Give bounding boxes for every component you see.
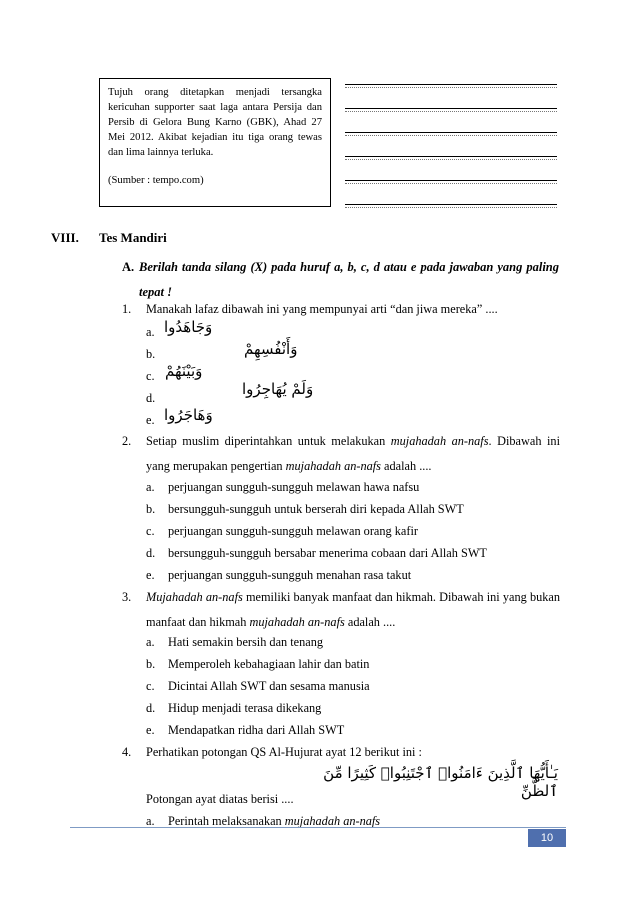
option-3e[interactable]: e. Mendapatkan ridha dari Allah SWT [146,723,345,737]
option-1b[interactable]: b. [146,347,156,361]
option-1d[interactable]: d. [146,391,156,405]
arabic-option-1c: وَبَيْنَهُمْ [165,362,203,380]
answer-lines[interactable] [345,84,557,228]
question-text: Manakah lafaz dibawah ini yang mempunyai arti “dan jiwa mereka” .... [146,302,498,316]
option-2e[interactable]: e. perjuangan sungguh-sungguh menahan rasa takut [146,568,412,582]
question-number: 3. [122,590,132,604]
answer-line[interactable] [345,204,557,228]
question-number: 4. [122,745,132,759]
question-number: 2. [122,434,132,448]
option-4a[interactable]: a. Perintah melaksanakan mujahadah an-nafs [146,814,381,828]
question-number: 1. [122,302,132,316]
option-2d[interactable]: d. bersungguh-sungguh bersabar menerima cobaan dari Allah SWT [146,546,487,560]
answer-line[interactable] [345,132,557,156]
section-number: VIII. [51,230,79,245]
arabic-option-1d: وَلَمْ يُهَاجِرُوا [242,380,314,398]
option-2b[interactable]: b. bersungguh-sungguh untuk berserah diri kepada Allah SWT [146,502,464,516]
option-3b[interactable]: b. Memperoleh kebahagiaan lahir dan batin [146,657,370,671]
news-text: Tujuh orang ditetapkan menjadi tersangka kericuhan supporter saat laga antara Persija dan Persib di Gelora Bung Karno (GBK), Ahad 27 Mei 2012. Akibat kejadian itu tiga orang tewas dan lima lainnya terluka. [108,87,322,158]
page-number: 10 [528,829,566,847]
option-3a[interactable]: a. Hati semakin bersih dan tenang [146,635,324,649]
answer-line[interactable] [345,180,557,204]
quran-verse: يَـٰأَيُّهَا ٱلَّذِينَ ءَامَنُوا۟ ٱجْتَنِبُوا۟ كَثِيرًا مِّنَ ٱلظَّنِّ [323,764,558,800]
option-3d[interactable]: d. Hidup menjadi terasa dikekang [146,701,322,715]
question-text: Mujahadah an-nafs memiliki banyak manfaat dan hikmah. Dibawah ini yang bukan manfaat dan hikmah mujahadah an-nafs adalah .... [146,590,560,629]
footer-divider [70,827,566,828]
option-1a[interactable]: a. [146,325,155,339]
option-1c[interactable]: c. [146,369,155,383]
arabic-option-1a: وَجَاهَدُوا [164,318,213,336]
arabic-option-1e: وَهَاجَرُوا [164,406,213,424]
option-2a[interactable]: a. perjuangan sungguh-sungguh melawan hawa nafsu [146,480,420,494]
arabic-option-1b: وَأَنْفُسِهِمْ [244,340,298,358]
answer-line[interactable] [345,84,557,108]
question-text: Setiap muslim diperintahkan untuk melakukan mujahadah an-nafs. Dibawah ini yang merupakan pengertian mujahadah an-nafs adalah .... [146,434,560,473]
question-4 [122,740,560,765]
question-3 [122,585,560,635]
news-box [99,78,331,207]
answer-line[interactable] [345,156,557,180]
instruction-text: Berilah tanda silang (X) pada huruf a, b, c, d atau e pada jawaban yang paling tepat ! [139,260,559,299]
question-4-followup: Potongan ayat diatas berisi .... [146,792,294,806]
option-2c[interactable]: c. perjuangan sungguh-sungguh melawan orang kafir [146,524,418,538]
section-title: Tes Mandiri [99,230,167,245]
answer-line[interactable] [345,108,557,132]
question-text: Perhatikan potongan QS Al-Hujurat ayat 12 berikut ini : [146,745,422,759]
part-letter: A. [122,260,135,274]
option-3c[interactable]: c. Dicintai Allah SWT dan sesama manusia [146,679,370,693]
news-source: (Sumber : tempo.com) [108,175,204,186]
option-1e[interactable]: e. [146,413,155,427]
question-2 [122,429,560,479]
